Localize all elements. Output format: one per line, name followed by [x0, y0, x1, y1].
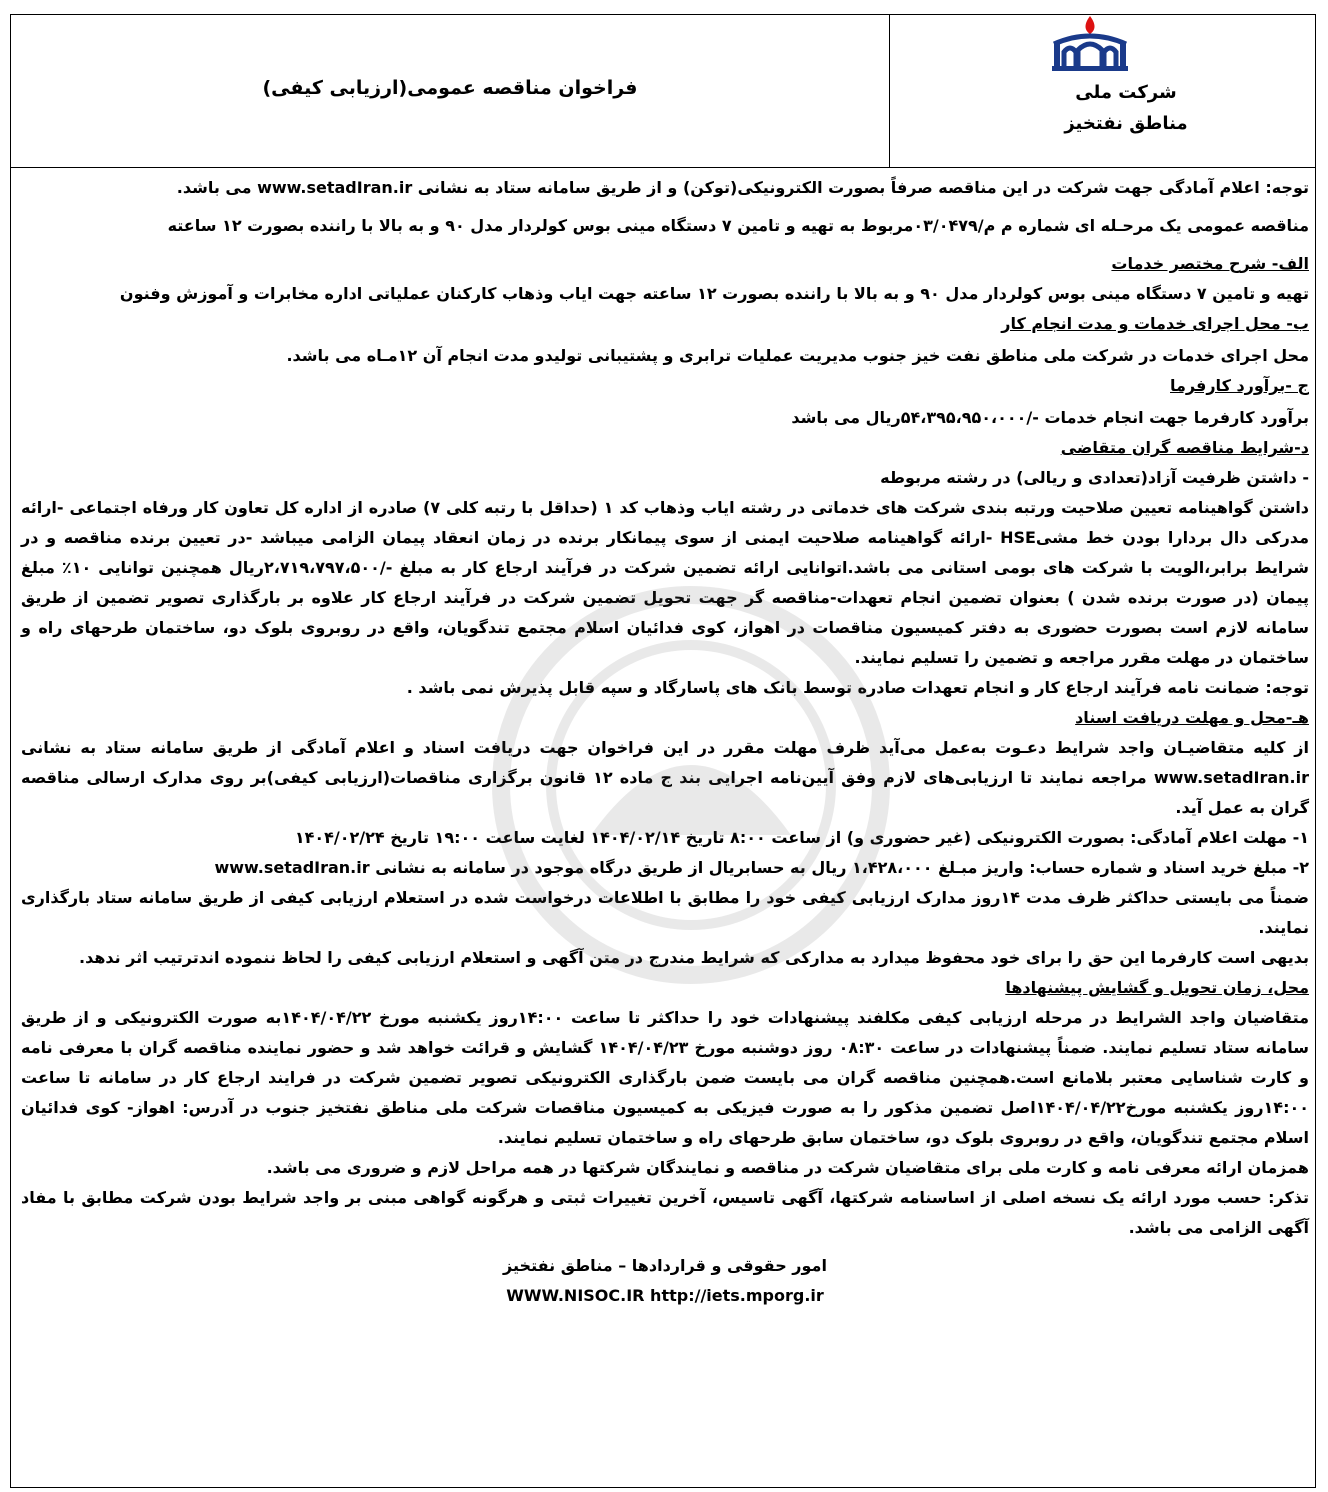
reminder-note: تذکر: حسب مورد ارائه یک نسخه اصلی از اساسنامه شرکتها، آگهی تاسیس، آخرین تغییرات ثبتی و هرگونه گواهی مبنی بر واجد شرایط بودن شرکت مطابق با مفاد آگهی الزامی می باشد. [21, 1188, 1309, 1237]
company-name: شرکت ملی [1075, 82, 1177, 103]
section-d-item-1: - داشتن ظرفیت آزاد(تعدادی و ریالی) در رشته مربوطه [880, 468, 1309, 487]
id-note: همزمان ارائه معرفی نامه و کارت ملی برای متقاضیان شرکت در مناقصه و نمایندگان شرکتها در همه مراحل لازم و ضروری می باشد. [266, 1158, 1309, 1177]
employer-note: بدیهی است کارفرما این حق را برای خود محفوظ میدارد به مدارکی که شرایط مندرج در متن آگهی و استعلام ارزیابی کیفی را لحاظ ننموده اندترتیب اثر ندهد. [79, 948, 1309, 967]
section-d-text: داشتن گواهینامه تعیین صلاحیت ورتبه بندی شرکت های خدماتی در رشته ایاب وذهاب کد ۱ (حداقل با رتبه کلی ۷) صادره از اداره کل تعاون کار ورفاه اجتماعی -ارائه مدرکی دال بردارا بودن خط مشیHSE -ارائه گواهینامه صلاحیت ایمنی از سوی پیمانکار برنده در زمان انعقاد پیمان الزامی میباشد -در تعیین برنده مناقصه و در شرایط برابر،الویت با شرکت های بومی استانی می باشد.اتوانایی ارائه تضمین شرکت در فرآیند ارجاع کار به مبلغ -/۲،۷۱۹،۷۹۷،۵۰۰ریال همچنین توانایی ۱۰٪ مبلغ پیمان (در صورت برنده شدن ) بعنوان تضمین انجام تعهدات-مناقصه گر جهت تحویل تضمین شرکت در فرآیند ارجاع کار علاوه بر بارگذاری تصویر تضمین از طریق سامانه لازم است بصورت حضوری به دفتر کمیسیون مناقصات در اهواز، کوی فدائیان اسلام مجتمع تندگویان، واقع در روبروی بلوک دو، ساختمان طرحهای راه و ساختمان در مهلت مقرر مراجعه و تضمین را تسلیم نمایند. [21, 498, 1310, 667]
header-divider [889, 15, 890, 167]
electronic-notice: توجه: اعلام آمادگی جهت شرکت در این مناقصه صرفاً بصورت الکترونیکی(توکن) و از طریق سامانه ستاد به نشانی www.setadIran.ir می باشد. [176, 178, 1309, 197]
section-c-text: برآورد کارفرما جهت انجام خدمات -/۵۴،۳۹۵،۹۵۰،۰۰۰ریال می باشد [791, 408, 1309, 427]
section-b-text: محل اجرای خدمات در شرکت ملی مناطق نفت خیز جنوب مدیریت عملیات ترابری و پشتیبانی تولیدو مدت انجام آن ۱۲مـاه می باشد. [286, 346, 1309, 365]
notice-title: فراخوان مناقصه عمومی(ارزیابی کیفی) [262, 77, 638, 99]
section-a-heading: الف- شرح مختصر خدمات [1111, 254, 1309, 273]
section-a-text: تهیه و تامین ۷ دستگاه مینی بوس کولردار مدل ۹۰ و به بالا با راننده بصورت ۱۲ ساعته جهت ایاب وذهاب کارکنان عملیاتی اداره مخابرات و آموزش وفنون [119, 284, 1309, 303]
oil-company-logo-icon [1048, 14, 1132, 72]
guarantee-note: توجه: ضمانت نامه فرآیند ارجاع کار و انجام تعهدات صادره توسط بانک های پاسارگاد و سپه قابل پذیرش نمی باشد . [406, 678, 1309, 697]
purchase-item: ۲- مبلغ خرید اسناد و شماره حساب: واریز مبـلغ ۱،۴۲۸،۰۰۰ ریال به حسابریال از طریق درگاه موجود در سامانه به نشانی www.setadIran.ir [214, 858, 1309, 877]
section-e-text: از کلیه متقاضیـان واجد شرایط دعـوت به‌عمل می‌آید ظرف مهلت مقرر در این فراخوان جهت دریافت اسناد و اعلام آمادگی از طریق سامانه ستاد به نشانی www.setadIran.ir مراجعه نمایند تا ارزیابی‌های لازم وفق آیین‌نامه اجرایی بند ج ماده ۱۲ قانون برگزاری مناقصات(ارزیابی کیفی)بر روی مدارک ارسالی مناقصه گران به عمل آید. [21, 738, 1309, 817]
signature: امور حقوقی و قراردادها – مناطق نفتخیز [503, 1256, 827, 1275]
notice-body [11, 167, 1316, 1487]
company-region: مناطق نفتخیز [1064, 113, 1188, 134]
tender-notice-page [10, 14, 1316, 1488]
section-b-heading: ب- محل اجرای خدمات و مدت انجام کار [1001, 314, 1309, 333]
tender-intro: مناقصه عمومی یک مرحـله ای شماره م م/۰۳/۰۴۷۹مربوط به تهیه و تامین ۷ دستگاه مینی بوس کولردار مدل ۹۰ و به بالا با راننده بصورت ۱۲ ساعته [167, 216, 1309, 235]
section-c-heading: ج -برآورد کارفرما [1170, 376, 1309, 395]
submission-note: ضمناً می بایستی حداکثر ظرف مدت ۱۴روز مدارک ارزیابی کیفی خود را مطابق با اطلاعات درخواست شده در استعلام ارزیابی کیفی از طریق سامانه ستاد بارگذاری نمایند. [21, 888, 1309, 937]
section-e-heading: هـ-محل و مهلت دریافت اسناد [1075, 708, 1309, 727]
deadline-item: ۱- مهلت اعلام آمادگی: بصورت الکترونیکی (غیر حضوری و) از ساعت ۸:۰۰ تاریخ ۱۴۰۴/۰۲/۱۴ لغایت ساعت ۱۹:۰۰ تاریخ ۱۴۰۴/۰۲/۲۴ [294, 828, 1309, 847]
section-d-heading: د-شرایط مناقصه گران متقاضی [1060, 438, 1309, 457]
footer-urls: WWW.NISOC.IR http://iets.mporg.ir [506, 1286, 824, 1305]
section-f-text: متقاضیان واجد الشرایط در مرحله ارزیابی کیفی مکلفند پیشنهادات خود را حداکثر تا ساعت ۱۴:۰۰روز یکشنبه مورخ ۱۴۰۴/۰۴/۲۲به صورت الکترونیکی و از طریق سامانه ستاد تسلیم نمایند. ضمناً پیشنهادات در ساعت ۰۸:۳۰ روز دوشنبه مورخ ۱۴۰۴/۰۴/۲۳ گشایش و قرائت خواهد شد و حضور نماینده مناقصه گران با معرفی نامه و کارت شناسایی معتبر بلامانع است.همچنین مناقصه گران می بایست ضمن بارگذاری الکترونیکی تصویر تضمین شرکت در فرایند ارجاع کار در سامانه تا ساعت ۱۴:۰۰روز یکشنبه مورخ۱۴۰۴/۰۴/۲۲اصل تضمین مذکور را به صورت فیزیکی به کمیسیون مناقصات شرکت ملی مناطق نفتخیز جنوب در آدرس: اهواز- کوی فدائیان اسلام مجتمع تندگویان، واقع در روبروی بلوک دو، ساختمان سابق طرحهای راه و ساختمان تسلیم نمایند. [21, 1008, 1310, 1147]
section-f-heading: محل، زمان تحویل و گشایش پیشنهادها [1005, 978, 1309, 997]
